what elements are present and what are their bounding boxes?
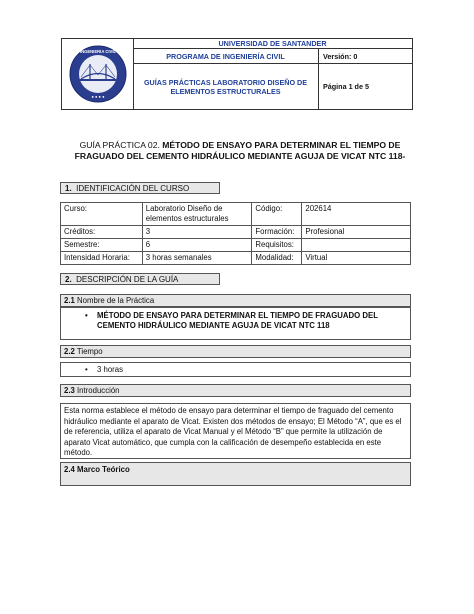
- introduction-text: Esta norma establece el método de ensayo para determinar el tiempo de fraguado del cemento hidráulico mediante el aparato de Vicat. Existen dos métodos de ensayo; El Método “A”, que es el de referencia, utiliza el aparato de Vicat Manual y el Método “B” que permite la utilización de aparato Vicat automático, que cumpla con la calificación de desempeño establecida en este método.: [60, 403, 411, 459]
- table-cell: 3: [142, 226, 252, 239]
- subsection-2-2-number: 2.2: [64, 347, 75, 356]
- guide-series-title: [133, 65, 318, 109]
- subsection-2-2-label: Tiempo: [76, 347, 103, 356]
- university-name: UNIVERSIDAD DE SANTANDER: [133, 39, 412, 49]
- table-cell: Créditos:: [61, 226, 143, 239]
- program-name: PROGRAMA DE INGENIERÍA CIVIL: [133, 49, 318, 64]
- section-2-number: 2.: [65, 275, 72, 284]
- table-cell: 3 horas semanales: [142, 252, 252, 265]
- table-cell: Código:: [252, 203, 302, 226]
- time-item: • 3 horas: [97, 365, 123, 375]
- subsection-2-1-heading: [60, 294, 411, 307]
- table-row: [61, 203, 411, 226]
- table-cell: Semestre:: [61, 239, 143, 252]
- guide-title-line2: FRAGUADO DEL CEMENTO HIDRÁULICO MEDIANTE AGUJA DE VICAT NTC 118-: [74, 151, 406, 161]
- table-cell: Laboratorio Diseño de elementos estructurales: [142, 203, 252, 226]
- section-2-title: DESCRIPCIÓN DE LA GUÍA: [76, 275, 179, 284]
- course-identification-table: [60, 202, 411, 265]
- table-cell: Virtual: [302, 252, 411, 265]
- subsection-2-4-heading: 2.4 Marco Teórico: [60, 462, 411, 486]
- subsection-2-3-heading: [60, 384, 411, 397]
- logo-text: INGENIERIA CIVIL: [79, 49, 116, 54]
- table-cell: Intensidad Horaria:: [61, 252, 143, 265]
- table-cell: 6: [142, 239, 252, 252]
- table-cell: Curso:: [61, 203, 143, 226]
- table-cell: Profesional: [302, 226, 411, 239]
- university-logo: [62, 39, 134, 109]
- table-row: [61, 252, 411, 265]
- subsection-2-3-label: Introducción: [77, 386, 120, 395]
- subsection-2-1-label: Nombre de la Práctica: [77, 296, 155, 305]
- table-cell: Requisitos:: [252, 239, 302, 252]
- table-cell: 202614: [302, 203, 411, 226]
- page-number: Página 1 de 5: [318, 64, 412, 109]
- table-cell: [302, 239, 411, 252]
- svg-text:● ● ● ●: ● ● ● ●: [91, 94, 104, 99]
- version-label: Versión: 0: [318, 49, 412, 64]
- guide-title-prefix: GUÍA PRÁCTICA 02.: [79, 140, 163, 150]
- section-2-heading: [60, 273, 220, 285]
- guide-series-line2: ELEMENTOS ESTRUCTURALES: [170, 87, 281, 96]
- table-cell: Modalidad:: [252, 252, 302, 265]
- subsection-2-2-body: [60, 362, 411, 377]
- subsection-2-2-heading: [60, 345, 411, 358]
- practice-name-item: • MÉTODO DE ENSAYO PARA DETERMINAR EL TIEMPO DE FRAGUADO DEL CEMENTO HIDRÁULICO MEDIANTE AGUJA DE VICAT NTC 118: [97, 311, 405, 331]
- document-header: [61, 38, 413, 110]
- guide-series-line1: GUÍAS PRÁCTICAS LABORATORIO DISEÑO DE: [143, 78, 308, 87]
- subsection-2-3-number: 2.3: [64, 386, 75, 395]
- section-1-heading: [60, 182, 220, 194]
- table-row: [61, 226, 411, 239]
- bridge-logo-icon: [68, 44, 128, 104]
- guide-title: [70, 140, 410, 162]
- table-row: [61, 239, 411, 252]
- guide-title-line1: MÉTODO DE ENSAYO PARA DETERMINAR EL TIEMPO DE: [162, 140, 401, 150]
- table-cell: Formación:: [252, 226, 302, 239]
- subsection-2-1-body: [60, 307, 411, 340]
- section-1-title: IDENTIFICACIÓN DEL CURSO: [76, 184, 190, 193]
- subsection-2-1-number: 2.1: [64, 296, 75, 305]
- section-1-number: 1.: [65, 184, 72, 193]
